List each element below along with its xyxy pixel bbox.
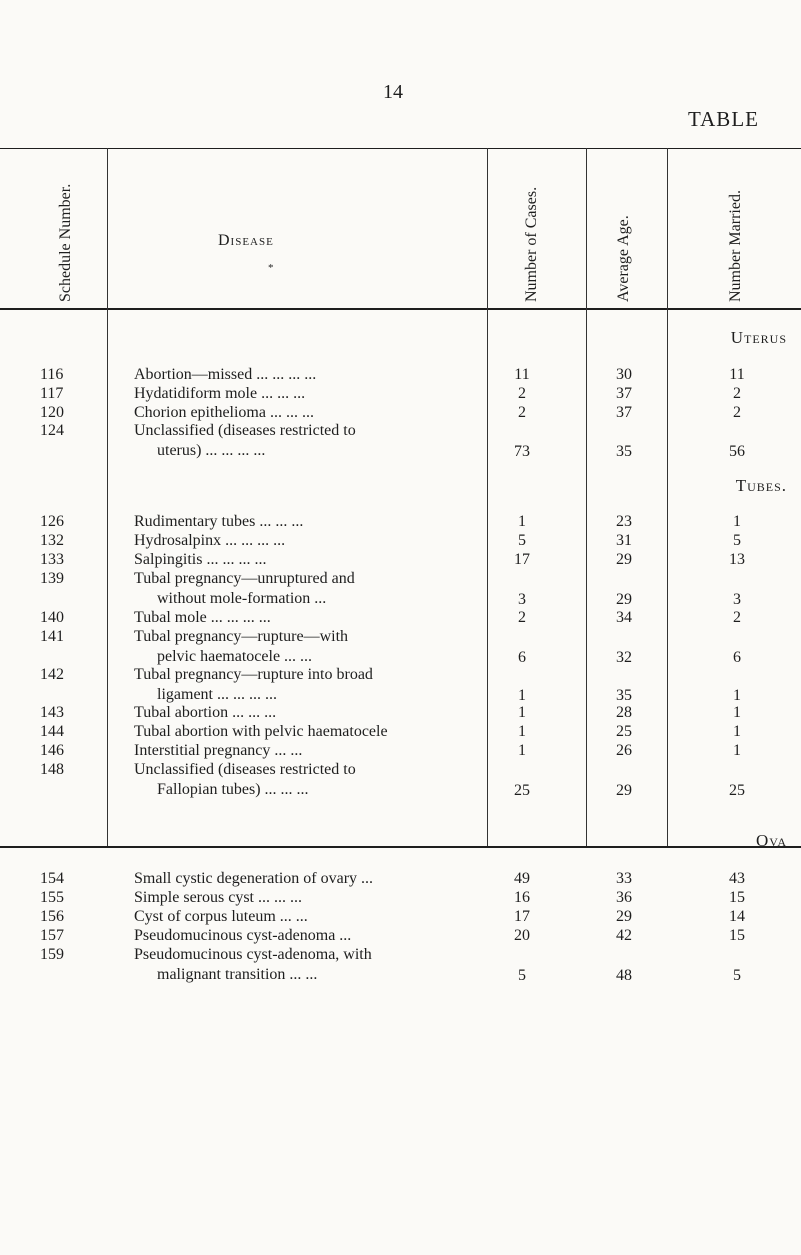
section-label-ova: Ova <box>755 831 787 850</box>
age-value: 26 <box>616 742 632 759</box>
married-value: 13 <box>729 551 745 568</box>
married-value: 14 <box>729 908 745 925</box>
cases-value: 1 <box>518 687 526 704</box>
age-value: 37 <box>616 385 632 402</box>
disease-name: Abortion—missed ... ... ... ... <box>134 366 317 383</box>
disease-name-continuation: ligament ... ... ... ... <box>157 686 277 703</box>
cases-value: 5 <box>518 532 526 549</box>
married-value: 11 <box>729 366 745 383</box>
married-value: 2 <box>733 609 741 626</box>
schedule-number: 120 <box>40 404 64 421</box>
age-value: 34 <box>616 609 632 626</box>
bottom-rule <box>0 846 801 848</box>
married-value: 15 <box>729 889 745 906</box>
age-value: 29 <box>616 782 632 799</box>
schedule-number: 143 <box>40 704 64 721</box>
age-value: 28 <box>616 704 632 721</box>
schedule-number: 117 <box>40 385 64 402</box>
disease-name: Simple serous cyst ... ... ... <box>134 889 302 906</box>
schedule-number: 144 <box>40 723 64 740</box>
section-label-tubes: Tubes. <box>735 476 787 495</box>
age-value: 25 <box>616 723 632 740</box>
schedule-number: 116 <box>40 366 64 383</box>
top-rule <box>0 148 801 149</box>
cases-value: 5 <box>518 967 526 984</box>
section-label-uterus: Uterus <box>730 328 787 347</box>
number-married-header: Number Married. <box>727 190 744 302</box>
disease-name: Small cystic degeneration of ovary ... <box>134 870 374 887</box>
disease-name: Interstitial pregnancy ... ... <box>134 742 303 759</box>
schedule-number: 140 <box>40 609 64 626</box>
age-value: 48 <box>616 967 632 984</box>
cases-value: 1 <box>518 742 526 759</box>
schedule-number: 133 <box>40 551 64 568</box>
disease-name: Tubal pregnancy—rupture into broad <box>134 666 373 683</box>
schedule-number-header: Schedule Number. <box>57 183 74 302</box>
disease-name: Pseudomucinous cyst-adenoma ... <box>134 927 352 944</box>
married-value: 25 <box>729 782 745 799</box>
column-divider <box>107 148 108 846</box>
married-value: 2 <box>733 385 741 402</box>
age-value: 29 <box>616 591 632 608</box>
age-value: 36 <box>616 889 632 906</box>
schedule-number: 139 <box>40 570 64 587</box>
cases-value: 49 <box>514 870 530 887</box>
disease-name: Tubal abortion ... ... ... <box>134 704 277 721</box>
cases-value: 20 <box>514 927 530 944</box>
cases-value: 25 <box>514 782 530 799</box>
cases-value: 17 <box>514 908 530 925</box>
cases-value: 2 <box>518 609 526 626</box>
schedule-number: 146 <box>40 742 64 759</box>
cases-value: 2 <box>518 385 526 402</box>
schedule-number: 148 <box>40 761 64 778</box>
column-divider <box>586 148 587 846</box>
disease-name-continuation: without mole-formation ... <box>157 590 327 607</box>
schedule-number: 132 <box>40 532 64 549</box>
schedule-number: 155 <box>40 889 64 906</box>
disease-name-continuation: malignant transition ... ... <box>157 966 318 983</box>
cases-value: 2 <box>518 404 526 421</box>
disease-name: Tubal mole ... ... ... ... <box>134 609 271 626</box>
disease-name: Tubal pregnancy—rupture—with <box>134 628 349 645</box>
married-value: 56 <box>729 443 745 460</box>
married-value: 2 <box>733 404 741 421</box>
married-value: 15 <box>729 927 745 944</box>
disease-name: Unclassified (diseases restricted to <box>134 761 356 778</box>
cases-value: 73 <box>514 443 530 460</box>
age-value: 29 <box>616 908 632 925</box>
disease-name: Pseudomucinous cyst-adenoma, with <box>134 946 372 963</box>
married-value: 1 <box>733 723 741 740</box>
cases-value: 6 <box>518 649 526 666</box>
married-value: 43 <box>729 870 745 887</box>
header-rule <box>0 308 801 310</box>
cases-value: 1 <box>518 704 526 721</box>
married-value: 1 <box>733 687 741 704</box>
married-value: 5 <box>733 532 741 549</box>
married-value: 5 <box>733 967 741 984</box>
page-number: 14 <box>383 81 403 103</box>
schedule-number: 142 <box>40 666 64 683</box>
married-value: 6 <box>733 649 741 666</box>
cases-value: 11 <box>514 366 530 383</box>
disease-name: Tubal pregnancy—unruptured and <box>134 570 355 587</box>
married-value: 1 <box>733 513 741 530</box>
disease-name-continuation: pelvic haematocele ... ... <box>157 648 313 665</box>
cases-value: 1 <box>518 723 526 740</box>
disease-name: Tubal abortion with pelvic haematocele <box>134 723 388 740</box>
age-value: 32 <box>616 649 632 666</box>
disease-name-continuation: uterus) ... ... ... ... <box>157 442 266 459</box>
number-of-cases-header: Number of Cases. <box>523 186 540 302</box>
header-mark: * <box>268 262 274 274</box>
cases-value: 16 <box>514 889 530 906</box>
schedule-number: 154 <box>40 870 64 887</box>
schedule-number: 141 <box>40 628 64 645</box>
disease-header: Disease <box>218 232 274 249</box>
age-value: 30 <box>616 366 632 383</box>
married-value: 1 <box>733 704 741 721</box>
age-value: 29 <box>616 551 632 568</box>
disease-name: Rudimentary tubes ... ... ... <box>134 513 304 530</box>
cases-value: 3 <box>518 591 526 608</box>
age-value: 23 <box>616 513 632 530</box>
age-value: 37 <box>616 404 632 421</box>
age-value: 31 <box>616 532 632 549</box>
disease-name: Chorion epithelioma ... ... ... <box>134 404 314 421</box>
table-title: TABLE <box>688 107 759 131</box>
column-divider <box>487 148 488 846</box>
schedule-number: 124 <box>40 422 64 439</box>
cases-value: 17 <box>514 551 530 568</box>
average-age-header: Average Age. <box>615 215 632 302</box>
age-value: 35 <box>616 443 632 460</box>
age-value: 33 <box>616 870 632 887</box>
schedule-number: 159 <box>40 946 64 963</box>
disease-name: Unclassified (diseases restricted to <box>134 422 356 439</box>
schedule-number: 126 <box>40 513 64 530</box>
disease-name: Cyst of corpus luteum ... ... <box>134 908 308 925</box>
disease-name-continuation: Fallopian tubes) ... ... ... <box>157 781 309 798</box>
disease-name: Salpingitis ... ... ... ... <box>134 551 267 568</box>
married-value: 3 <box>733 591 741 608</box>
column-divider <box>667 148 668 846</box>
age-value: 35 <box>616 687 632 704</box>
cases-value: 1 <box>518 513 526 530</box>
disease-name: Hydatidiform mole ... ... ... <box>134 385 306 402</box>
schedule-number: 156 <box>40 908 64 925</box>
schedule-number: 157 <box>40 927 64 944</box>
age-value: 42 <box>616 927 632 944</box>
married-value: 1 <box>733 742 741 759</box>
disease-name: Hydrosalpinx ... ... ... ... <box>134 532 286 549</box>
